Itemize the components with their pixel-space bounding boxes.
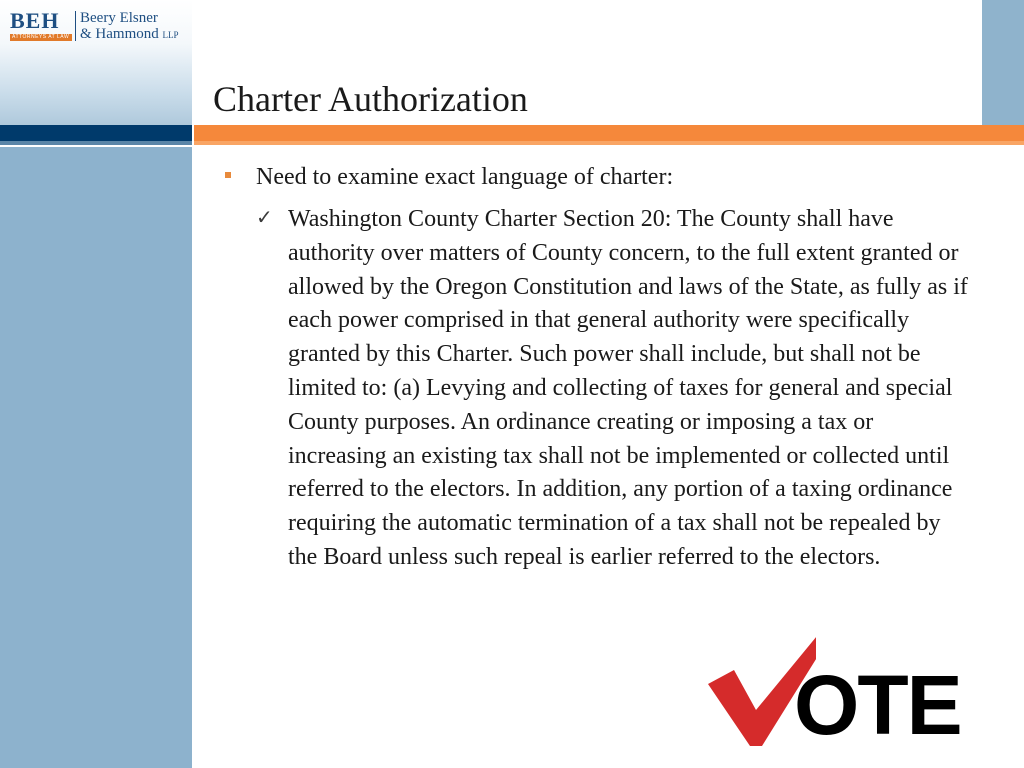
logo-tagline: ATTORNEYS AT LAW — [12, 34, 70, 40]
logo-name-line1: Beery Elsner — [80, 10, 158, 26]
logo-name-line2 — [80, 26, 179, 43]
slide-title: Charter Authorization — [213, 79, 528, 119]
logo-mark: BEH — [10, 8, 60, 33]
left-sidebar — [0, 147, 192, 768]
bullet-level1-text: Need to examine exact language of charter: — [256, 164, 674, 190]
logo-llp: LLP — [162, 30, 179, 40]
vote-word: OTE — [794, 658, 961, 752]
logo-separator — [75, 11, 76, 41]
header-right-block — [982, 0, 1024, 125]
firm-logo — [10, 10, 180, 44]
logo-name-hammond: & Hammond — [80, 26, 159, 42]
sidebar-separator — [192, 0, 194, 768]
header-divider-navy — [0, 125, 192, 145]
vote-graphic — [706, 606, 961, 752]
header-divider-orange — [194, 125, 1024, 145]
checkmark-icon: ✓ — [256, 205, 273, 229]
bullet-level2-text: Washington County Charter Section 20: The County shall have authority over matters of County concern, to the full extent granted or allowed by the Oregon Constitution and laws of the State, as fully as if each power comprised in that general authority were specifically granted by this Charter. Such power shall include, but shall not be limited to: (a) Levying and collecting of taxes for general and special County purposes. An ordinance creating or imposing a tax or increasing an existing tax shall not be implemented or collected until referred to the electors. In addition, any portion of a taxing ordinance requiring the automatic termination of a tax shall not be repealed by the Board unless such repeal is earlier referred to the electors. — [288, 206, 968, 570]
square-bullet-icon — [225, 172, 231, 178]
